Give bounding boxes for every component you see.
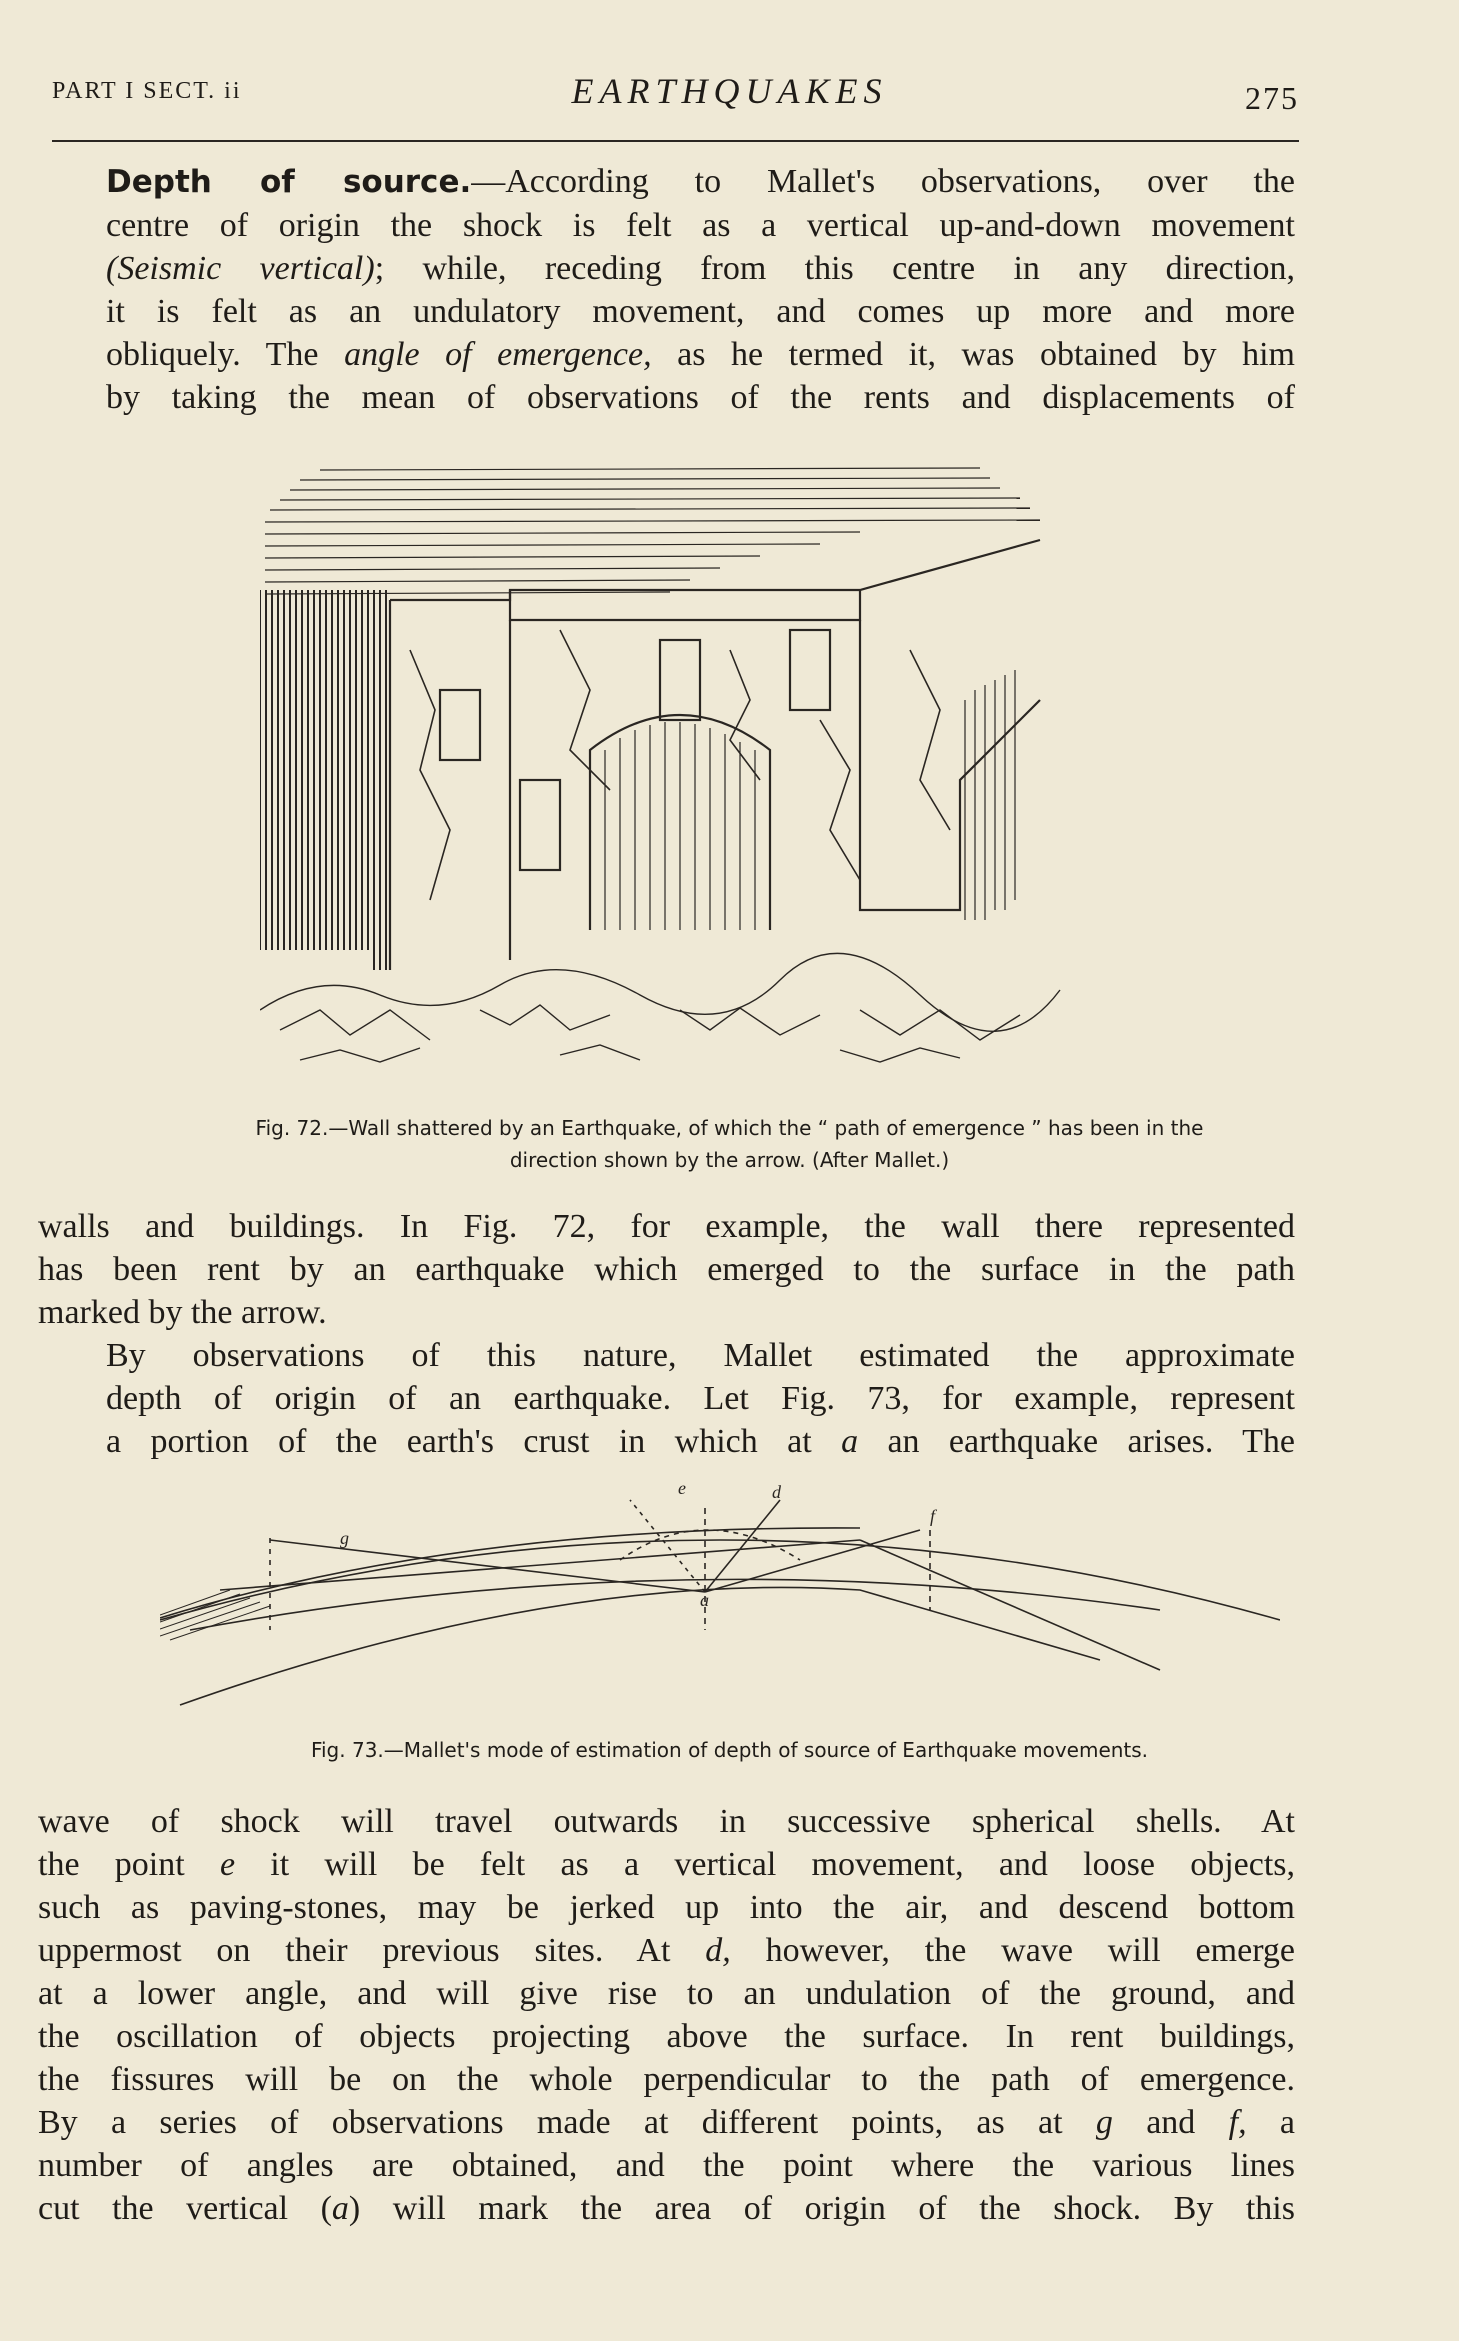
- figure-73-diagram: [160, 1480, 1280, 1720]
- text-line: wave of shock will travel outwards in successive spherical shells. At: [38, 1803, 1295, 1840]
- italic-letter: g: [1095, 2104, 1113, 2141]
- ray-line: [630, 1500, 705, 1592]
- text-line: it is felt as an undulatory movement, and comes up more and more: [106, 293, 1295, 330]
- page-number: 275: [1245, 80, 1299, 116]
- italic-term: (Seismic vertical): [106, 250, 375, 287]
- text-line: it will be felt as a vertical movement, and loose objects,: [235, 1846, 1295, 1883]
- text-line: obliquely. The: [106, 336, 319, 373]
- text-line: marked by the arrow.: [38, 1294, 327, 1331]
- sky-hatching: [265, 468, 1040, 594]
- paragraph-walls: [38, 1205, 1295, 1334]
- crust-arc-upper: [160, 1528, 860, 1618]
- paragraph-depth-of-source: [38, 160, 1295, 419]
- text-line: by taking the mean of observations of the rents and displacements of: [106, 379, 1295, 416]
- running-head-section: PART I SECT. ii: [52, 78, 242, 104]
- building-outline: [390, 540, 1040, 970]
- text-line: centre of origin the shock is felt as a vertical up-and-down movement: [106, 207, 1295, 244]
- caption-line: Fig. 73.—Mallet's mode of estimation of depth of source of Earthquake movements.: [310, 1738, 1149, 1762]
- text-line: ; while, receding from this centre in any direction,: [374, 250, 1295, 287]
- text-line: uppermost on their previous sites. At: [38, 1932, 706, 1969]
- crust-lower-curve: [180, 1587, 1100, 1705]
- paragraph-wave-of-shock: [38, 1800, 1295, 2230]
- emergence-line: [860, 1540, 1160, 1670]
- figure-72-illustration: [260, 450, 1080, 1080]
- italic-letter: f,: [1228, 2104, 1247, 2141]
- italic-term: angle of emergence,: [344, 336, 652, 373]
- text-line: cut the vertical (: [38, 2190, 332, 2227]
- wave-arc: [620, 1530, 800, 1560]
- text-line: and: [1112, 2104, 1229, 2141]
- section-heading: Depth of source.: [106, 164, 472, 200]
- text-line: a: [1246, 2104, 1295, 2141]
- text-line: By observations of this nature, Mallet estimated the approximate: [106, 1337, 1295, 1374]
- ray-line: [705, 1500, 780, 1592]
- text-line: —According to Mallet's observations, over the: [471, 163, 1295, 200]
- text-line: has been rent by an earthquake which emerged to the surface in the path: [38, 1251, 1295, 1288]
- pillar-hatching: [965, 670, 1015, 920]
- italic-letter: a: [331, 2190, 349, 2227]
- caption-line: Fig. 72.—Wall shattered by an Earthquake, of which the “ path of emergence ” has been in the: [255, 1116, 1204, 1140]
- text-line: the oscillation of objects projecting above the surface. In rent buildings,: [38, 2018, 1295, 2055]
- text-line: such as paving-stones, may be jerked up into the air, and descend bottom: [38, 1889, 1295, 1926]
- text-line: the fissures will be on the whole perpendicular to the path of emergence.: [38, 2061, 1295, 2098]
- label-f: f: [930, 1506, 936, 1526]
- text-line: as he termed it, was obtained by him: [651, 336, 1295, 373]
- text-line: at a lower angle, and will give rise to an undulation of the ground, and: [38, 1975, 1295, 2012]
- header-rule: [52, 140, 1299, 142]
- label-g: g: [340, 1528, 349, 1548]
- text-line: ) will mark the area of origin of the shock. By this: [348, 2190, 1295, 2227]
- italic-letter: e: [219, 1846, 236, 1883]
- figure-72-caption: [0, 1112, 1459, 1176]
- label-a: a: [700, 1590, 709, 1610]
- text-line: an earthquake arises. The: [858, 1423, 1295, 1460]
- text-line: a portion of the earth's crust in which at: [106, 1423, 842, 1460]
- text-line: walls and buildings. In Fig. 72, for example, the wall there represented: [38, 1208, 1295, 1245]
- figure-73-caption: [0, 1734, 1459, 1766]
- crust-inner-curve: [190, 1579, 1160, 1630]
- label-d: d: [772, 1482, 781, 1502]
- italic-letter: d,: [705, 1932, 731, 1969]
- label-e: e: [678, 1480, 686, 1498]
- text-line: however, the wave will emerge: [730, 1932, 1295, 1969]
- running-head-title: EARTHQUAKES: [571, 71, 888, 111]
- paragraph-observations: [38, 1334, 1295, 1463]
- italic-letter: a: [841, 1423, 859, 1460]
- caption-line: direction shown by the arrow. (After Mallet.): [509, 1148, 950, 1172]
- text-line: depth of origin of an earthquake. Let Fig. 73, for example, represent: [106, 1380, 1295, 1417]
- text-line: number of angles are obtained, and the point where the various lines: [38, 2147, 1295, 2184]
- dark-wall-hatching: [260, 590, 386, 970]
- arch-hatching: [605, 722, 755, 930]
- text-line: the point: [38, 1846, 220, 1883]
- text-line: By a series of observations made at different points, as at: [38, 2104, 1096, 2141]
